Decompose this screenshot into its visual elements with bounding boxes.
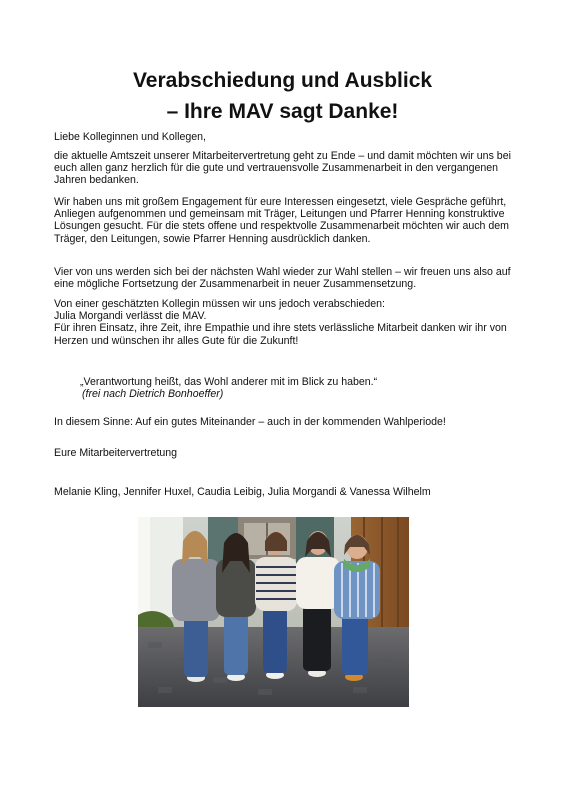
paragraph-intro: die aktuelle Amtszeit unserer Mitarbeitervertretung geht zu Ende – und damit möchten wir uns bei euch allen ganz herzlich für die gute und vertrauensvolle Zusammenarbeit in den vergangenen Jahren bedanken. [54,150,511,187]
group-photo-illustration [138,517,409,707]
group-photo [138,517,409,707]
greeting: Liebe Kolleginnen und Kollegen, [54,131,206,143]
quote-text: „Verantwortung heißt, das Wohl anderer mit im Blick zu haben.“ [80,376,378,388]
member-names: Melanie Kling, Jennifer Huxel, Caudia Leibig, Julia Morgandi & Vanessa Wilhelm [54,486,431,498]
quote-source: (frei nach Dietrich Bonhoeffer) [82,388,224,401]
page-title: Verabschiedung und Ausblick [132,69,433,92]
farewell-thanks: Für ihren Einsatz, ihre Zeit, ihre Empathie und ihre stets verlässliche Mitarbeit danken wir ihr von Herzen und wünschen ihr alles Gute für die Zukunft! [54,322,507,347]
paragraph-engagement: Wir haben uns mit großem Engagement für eure Interessen eingesetzt, viele Gespräche geführt, Anliegen aufgenommen und gemeinsam mit Träger, Leitungen und Pfarrer Henning konstruktive Lösungen gesucht. Für die stets offene und respektvolle Zusammenarbeit möchten wir auch dem Träger, den Leitungen, sowie Pfarrer Henning ausdrücklich danken. [54,196,509,245]
farewell-block [54,298,514,347]
farewell-name: Julia Morgandi verlässt die MAV. [54,310,207,323]
quote-block [80,376,377,400]
signoff: Eure Mitarbeitervertretung [54,447,178,459]
paragraph-election: Vier von uns werden sich bei der nächsten Wahl wieder zur Wahl stellen – wir freuen uns also auf eine mögliche Fortsetzung der Zusammenarbeit in neuer Zusammensetzung. [54,266,511,291]
closing-line: In diesem Sinne: Auf ein gutes Miteinander – auch in der kommenden Wahlperiode! [54,416,446,428]
page-subtitle: – Ihre MAV sagt Danke! [166,100,399,123]
farewell-intro: Von einer geschätzten Kollegin müssen wir uns jedoch verabschieden: [54,298,385,310]
